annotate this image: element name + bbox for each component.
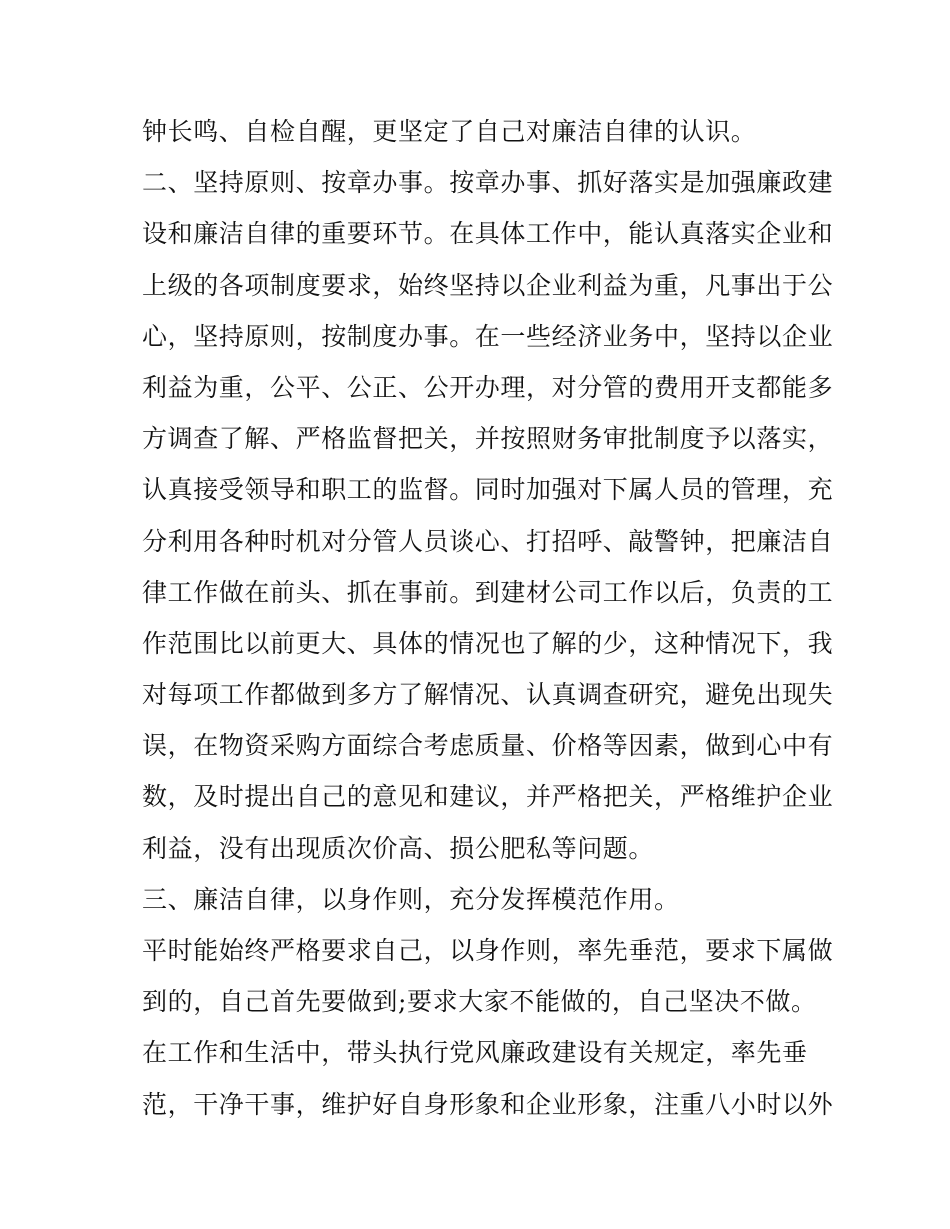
text-line: 到的，自己首先要做到;要求大家不能做的，自己坚决不做。 <box>142 987 817 1017</box>
text-line: 范，干净干事，维护好自身形象和企业形象，注重八小时以外 <box>142 1089 834 1119</box>
text-line: 钟长鸣、自检自醒，更坚定了自己对廉洁自律的认识。 <box>142 117 757 146</box>
text-line: 作范围比以前更大、具体的情况也了解的少，这种情况下，我 <box>142 628 834 658</box>
text-line: 律工作做在前头、抓在事前。到建材公司工作以后，负责的工 <box>142 577 834 607</box>
text-line: 心，坚持原则，按制度办事。在一些经济业务中，坚持以企业 <box>142 321 834 351</box>
body-text <box>142 106 832 1130</box>
text-line: 利益为重，公平、公正、公开办理，对分管的费用开支都能多 <box>142 372 834 402</box>
text-line: 利益，没有出现质次价高、损公肥私等问题。 <box>142 833 655 863</box>
text-line: 误，在物资采购方面综合考虑质量、价格等因素，做到心中有 <box>142 731 834 761</box>
text-line: 数，及时提出自己的意见和建议，并严格把关，严格维护企业 <box>142 782 834 812</box>
section-heading-line: 二、坚持原则、按章办事。按章办事、抓好落实是加强廉政建 <box>142 168 834 198</box>
text-line: 分利用各种时机对分管人员谈心、打招呼、敲警钟，把廉洁自 <box>142 526 834 556</box>
text-line: 平时能始终严格要求自己，以身作则，率先垂范，要求下属做 <box>142 936 834 965</box>
text-line: 认真接受领导和职工的监督。同时加强对下属人员的管理，充 <box>142 475 834 505</box>
text-line: 方调查了解、严格监督把关，并按照财务审批制度予以落实， <box>142 424 834 454</box>
text-line: 对每项工作都做到多方了解情况、认真调查研究，避免出现失 <box>142 680 834 710</box>
section-heading-line: 三、廉洁自律，以身作则，充分发挥模范作用。 <box>142 884 680 914</box>
text-line: 设和廉洁自律的重要环节。在具体工作中，能认真落实企业和 <box>142 219 834 249</box>
text-line: 在工作和生活中，带头执行党风廉政建设有关规定，率先垂 <box>142 1038 808 1068</box>
text-line: 上级的各项制度要求，始终坚持以企业利益为重，凡事出于公 <box>142 270 834 300</box>
